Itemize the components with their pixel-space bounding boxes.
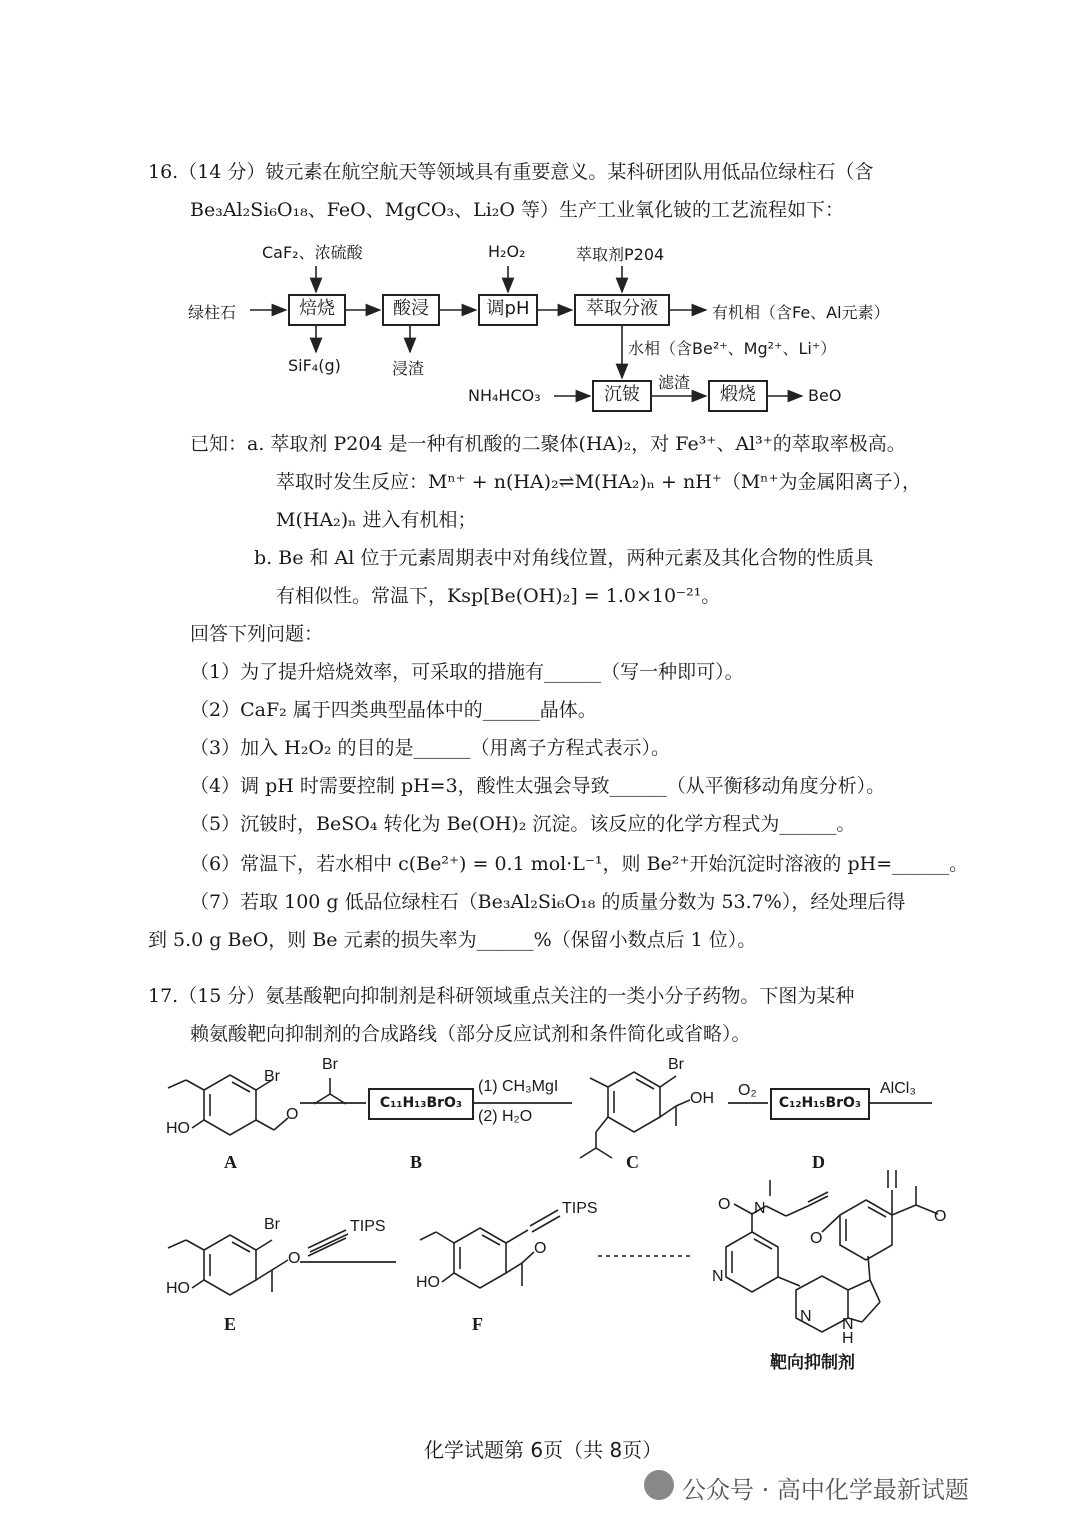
flow-box-extraction: 萃取分液 <box>574 294 670 326</box>
cpd-e-ho: HO <box>166 1280 190 1297</box>
target-nh: N <box>842 1316 854 1333</box>
target-n-amide: N <box>754 1200 766 1217</box>
flow-residue-leach: 浸渣 <box>392 359 425 378</box>
known-b-line1: b. Be 和 Al 位于元素周期表中对角线位置，两种元素及其化合物的性质具 <box>254 547 874 569</box>
known-a-line3: M(HA₂)ₙ 进入有机相； <box>276 509 477 531</box>
label-target: 靶向抑制剂 <box>770 1353 855 1372</box>
question-4: （4）调 pH 时需要控制 pH=3，酸性太强会导致______（从平衡移动角度分析）。 <box>190 775 886 797</box>
flow-input-p204: 萃取剂P204 <box>576 245 665 264</box>
step-h2o: (2) H₂O <box>478 1108 533 1125</box>
cpd-f-ho: HO <box>416 1274 440 1291</box>
flow-box-calcine: 煅烧 <box>708 380 768 412</box>
label-d: D <box>812 1152 825 1172</box>
q16-intro-line1: 16.（14 分）铍元素在航空航天等领域具有重要意义。某科研团队用低品位绿柱石（含 <box>148 161 874 183</box>
cpd-c-br: Br <box>668 1056 684 1073</box>
wechat-icon <box>644 1470 674 1500</box>
target-n-azaindole: N <box>800 1308 812 1325</box>
target-h: H <box>842 1330 854 1347</box>
flow-start-beryl: 绿柱石 <box>188 303 237 322</box>
question-7-line1: （7）若取 100 g 低品位绿柱石（Be₃Al₂Si₆O₁₈ 的质量分数为 53.7%），经处理后得 <box>190 891 906 913</box>
known-a-line2: 萃取时发生反应：Mⁿ⁺ + n(HA)₂⇌M(HA₂)ₙ + nH⁺（Mⁿ⁺为金属阳离子）， <box>276 471 922 493</box>
answer-prompt: 回答下列问题： <box>190 623 324 645</box>
flow-box-precipitate: 沉铍 <box>592 380 652 412</box>
flow-organic-phase: 有机相（含Fe、Al元素） <box>712 303 890 322</box>
q17-intro-line1: 17.（15 分）氨基酸靶向抑制剂是科研领域重点关注的一类小分子药物。下图为某种 <box>148 985 855 1007</box>
q16-intro-line2: Be₃Al₂Si₆O₁₈、FeO、MgCO₃、Li₂O 等）生产工业氧化铍的工艺流程如下： <box>190 199 844 221</box>
label-a: A <box>224 1152 237 1172</box>
question-7-line2: 到 5.0 g BeO，则 Be 元素的损失率为______%（保留小数点后 1 位）。 <box>148 929 757 951</box>
cpd-f-o: O <box>534 1240 547 1257</box>
flow-aqueous-phase: 水相（含Be²⁺、Mg²⁺、Li⁺） <box>628 339 837 358</box>
label-f: F <box>472 1314 483 1334</box>
flow-product-beo: BeO <box>808 386 842 405</box>
cpd-a-o: O <box>286 1106 299 1123</box>
target-o-carbonyl: O <box>718 1196 731 1213</box>
q17-intro-line2: 赖氨酸靶向抑制剂的合成路线（部分反应试剂和条件简化或省略）。 <box>190 1023 751 1045</box>
label-e: E <box>224 1314 237 1334</box>
question-3: （3）加入 H₂O₂ 的目的是______（用离子方程式表示）。 <box>190 737 671 759</box>
cpd-e-o: O <box>288 1250 301 1267</box>
reagent-br: Br <box>322 1056 338 1073</box>
question-6: （6）常温下，若水相中 c(Be²⁺) = 0.1 mol·L⁻¹，则 Be²⁺开始沉淀时溶液的 pH=______。 <box>190 853 969 875</box>
step-alcl3: AlCl₃ <box>880 1080 916 1097</box>
cpd-a-br: Br <box>264 1068 280 1085</box>
page-footer: 化学试题第 6页（共 8页） <box>424 1438 663 1462</box>
flow-nh4hco3: NH₄HCO₃ <box>468 386 541 405</box>
step-o2: O₂ <box>738 1082 757 1099</box>
question-2: （2）CaF₂ 属于四类典型晶体中的______晶体。 <box>190 699 597 721</box>
flow-input-h2o2: H₂O₂ <box>488 242 526 261</box>
cpd-b-formula: C₁₁H₁₃BrO₃ <box>368 1088 474 1120</box>
flow-box-acid-leach: 酸浸 <box>382 294 440 326</box>
label-c: C <box>626 1152 639 1172</box>
label-b: B <box>410 1152 423 1172</box>
target-n-pyridine: N <box>712 1268 724 1285</box>
target-o-methoxy: O <box>810 1230 823 1247</box>
known-b-line2: 有相似性。常温下，Ksp[Be(OH)₂] = 1.0×10⁻²¹。 <box>276 585 721 607</box>
flow-input-caf2: CaF₂、浓硫酸 <box>262 243 363 262</box>
target-o-ketone: O <box>934 1208 947 1225</box>
watermark: 公众号 · 高中化学最新试题 <box>682 1476 969 1504</box>
step-ch3mgi: (1) CH₃MgI <box>478 1078 559 1095</box>
cpd-a-ho: HO <box>166 1120 190 1137</box>
flow-box-roast: 焙烧 <box>288 294 346 326</box>
cpd-f-tips: TIPS <box>562 1200 598 1217</box>
flow-box-adjust-ph: 调pH <box>478 294 538 326</box>
question-1: （1）为了提升焙烧效率，可采取的措施有______（写一种即可）。 <box>190 661 744 683</box>
question-5: （5）沉铍时，BeSO₄ 转化为 Be(OH)₂ 沉淀。该反应的化学方程式为______。 <box>190 813 856 835</box>
cpd-c-oh: OH <box>690 1090 714 1107</box>
known-a-line1: 已知：a. 萃取剂 P204 是一种有机酸的二聚体(HA)₂，对 Fe³⁺、Al³⁺的萃取率极高。 <box>190 433 906 455</box>
flow-filter-residue: 滤渣 <box>658 373 691 392</box>
cpd-e-br: Br <box>264 1216 280 1233</box>
flow-sif4: SiF₄(g) <box>288 356 341 375</box>
reagent-tips: TIPS <box>350 1218 386 1235</box>
cpd-d-formula: C₁₂H₁₅BrO₃ <box>770 1088 870 1120</box>
